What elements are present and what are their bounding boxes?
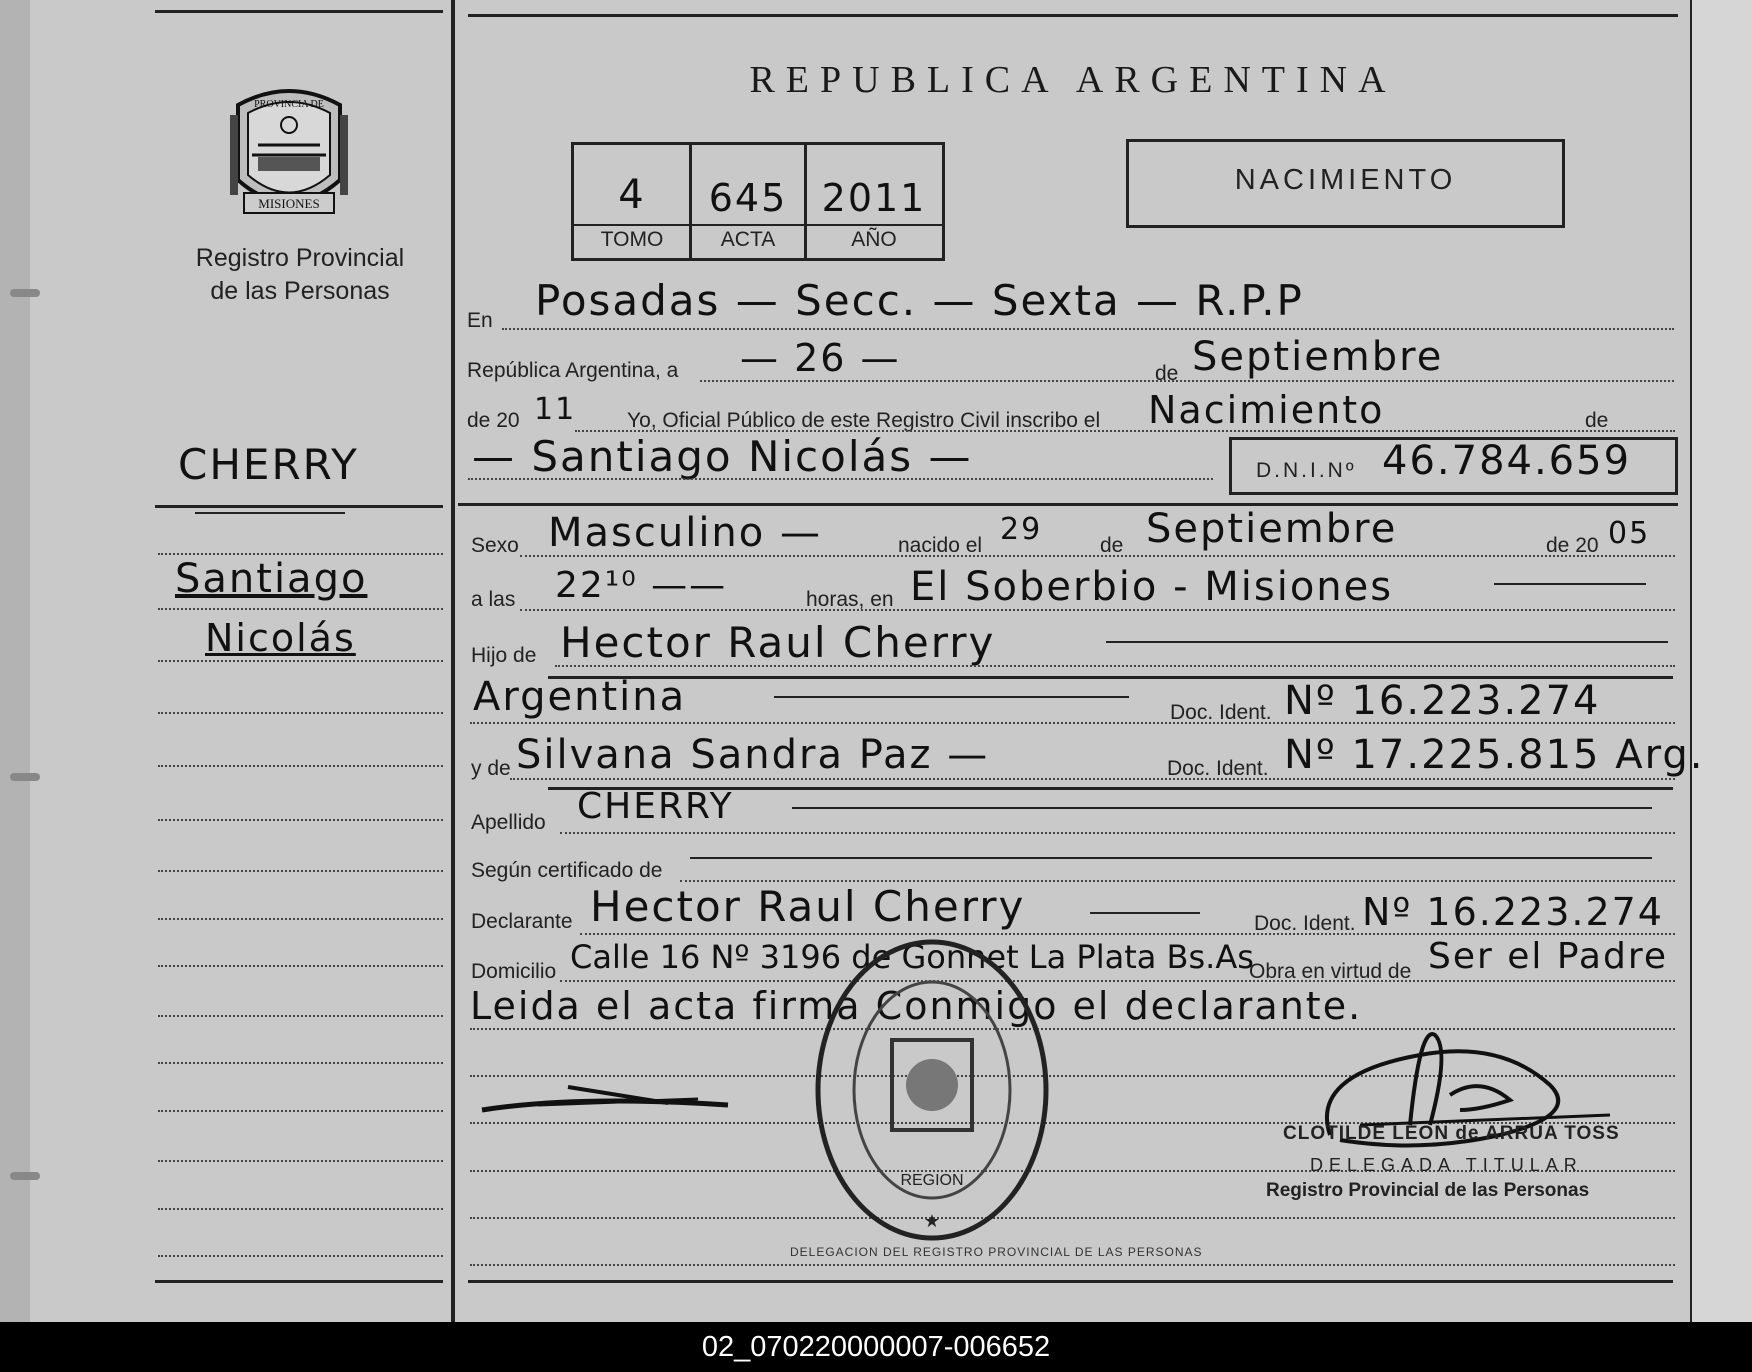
stamp-inner-text: REGION bbox=[900, 1172, 964, 1189]
form-dotted-line bbox=[560, 832, 1675, 834]
year-value: 11 bbox=[534, 392, 577, 427]
sidebar-dotted-line bbox=[158, 918, 443, 920]
declarante-label: Declarante bbox=[471, 910, 573, 933]
day-value: — 26 — bbox=[740, 336, 901, 380]
sidebar-dotted-line bbox=[158, 553, 443, 555]
sidebar-dotted-line bbox=[158, 608, 443, 610]
en-value: Posadas — Secc. — Sexta — R.P.P bbox=[535, 276, 1304, 325]
sidebar-given-name-1: Santiago bbox=[175, 556, 368, 602]
form-dotted-line bbox=[470, 1217, 1675, 1219]
de-label-3: de bbox=[1100, 534, 1124, 557]
father-doc-value: Nº 16.223.274 bbox=[1284, 678, 1601, 724]
domicilio-label: Domicilio bbox=[471, 960, 557, 983]
month-value: Septiembre bbox=[1192, 334, 1444, 380]
sidebar-given-name-2: Nicolás bbox=[205, 616, 356, 660]
form-dotted-line bbox=[468, 478, 1213, 480]
province-emblem-icon bbox=[230, 85, 348, 220]
binding-hole-mark bbox=[10, 1172, 40, 1180]
declarante-value: Hector Raul Cherry bbox=[590, 882, 1026, 931]
signatory-name: CLOTILDE LEON de ARRUA TOSS bbox=[1283, 1123, 1620, 1144]
doc-ident-label-3: Doc. Ident. bbox=[1254, 912, 1356, 935]
sidebar-dotted-line bbox=[158, 1110, 443, 1112]
emblem-bottom-text: MISIONES bbox=[258, 196, 320, 211]
sexo-value: Masculino — bbox=[548, 510, 822, 556]
sidebar-dotted-line bbox=[158, 1160, 443, 1162]
de-label-2: de bbox=[1585, 409, 1609, 432]
anio-value: 2011 bbox=[821, 176, 927, 220]
person-name-value: — Santiago Nicolás — bbox=[472, 432, 973, 481]
record-type: NACIMIENTO bbox=[1234, 164, 1457, 196]
birth-day-value: 29 bbox=[1000, 512, 1043, 547]
sidebar-dotted-line bbox=[158, 1208, 443, 1210]
mother-name-value: Silvana Sandra Paz — bbox=[516, 732, 990, 778]
sidebar-underline bbox=[195, 512, 345, 514]
tomo-label: TOMO bbox=[600, 228, 664, 251]
binding-hole-mark bbox=[10, 289, 40, 297]
sexo-label: Sexo bbox=[471, 534, 519, 557]
anio-label: AÑO bbox=[851, 228, 897, 251]
birth-month-value: Septiembre bbox=[1146, 506, 1398, 552]
svg-text:★: ★ bbox=[923, 1211, 941, 1232]
sidebar-dotted-line bbox=[158, 1062, 443, 1064]
sidebar-dotted-line bbox=[158, 1015, 443, 1017]
official-seal-stamp-icon bbox=[810, 935, 1055, 1245]
hour-value: 22¹⁰ —— bbox=[555, 565, 728, 606]
document-title: REPUBLICA ARGENTINA bbox=[749, 59, 1397, 101]
page-binding-edge bbox=[0, 0, 30, 1322]
form-dotted-line bbox=[520, 609, 1675, 611]
footer-document-code: 02_070220000007-006652 bbox=[0, 1322, 1752, 1372]
dni-value: 46.784.659 bbox=[1382, 438, 1632, 484]
form-dotted-line bbox=[700, 380, 1674, 382]
de-label: de bbox=[1155, 362, 1179, 385]
closing-statement: Leida el acta firma Conmigo el declarante. bbox=[470, 984, 1363, 1028]
stamp-ring-text: DELEGACION DEL REGISTRO PROVINCIAL DE LAS PERSONAS bbox=[790, 1245, 1203, 1259]
apellido-label: Apellido bbox=[471, 811, 546, 834]
form-dotted-line bbox=[580, 933, 1675, 935]
apellido-value: CHERRY bbox=[577, 786, 734, 827]
tomo-value: 4 bbox=[618, 172, 646, 218]
fill-stroke bbox=[774, 696, 1129, 698]
record-box-rule bbox=[571, 224, 942, 226]
sidebar-top-rule bbox=[155, 10, 443, 13]
father-name-value: Hector Raul Cherry bbox=[560, 618, 996, 667]
form-dotted-line bbox=[520, 555, 1675, 557]
main-top-rule bbox=[468, 14, 1678, 17]
nacido-label: nacido el bbox=[898, 534, 983, 557]
acta-value: 645 bbox=[708, 176, 788, 220]
binding-hole-mark bbox=[10, 773, 40, 781]
obra-value: Ser el Padre bbox=[1428, 936, 1668, 977]
signatory-role: DELEGADA TITULAR bbox=[1310, 1155, 1583, 1175]
sidebar-dotted-line bbox=[158, 965, 443, 967]
obra-label: Obra en virtud de bbox=[1249, 960, 1412, 983]
birth-year-prefix: de 20 bbox=[1546, 534, 1599, 557]
form-dotted-line bbox=[470, 722, 1675, 724]
fill-stroke bbox=[1494, 583, 1646, 585]
acta-label: ACTA bbox=[720, 228, 776, 251]
sidebar-dotted-line bbox=[158, 819, 443, 821]
yde-label: y de bbox=[471, 757, 511, 780]
column-divider bbox=[451, 0, 455, 1322]
birth-place-value: El Soberbio - Misiones bbox=[910, 564, 1394, 610]
form-dotted-line bbox=[510, 778, 1675, 780]
form-dotted-line bbox=[470, 1264, 1675, 1266]
sidebar-dotted-line bbox=[158, 765, 443, 767]
page-right-edge bbox=[1690, 0, 1752, 1322]
certificado-label: Según certificado de bbox=[471, 859, 663, 882]
sidebar-name-rule bbox=[155, 505, 443, 508]
year-prefix-label: de 20 bbox=[467, 409, 520, 432]
alas-label: a las bbox=[471, 588, 516, 611]
sidebar-bottom-rule bbox=[155, 1280, 443, 1283]
registry-name-line1: Registro Provincial bbox=[195, 244, 405, 272]
hijo-label: Hijo de bbox=[471, 644, 537, 667]
act-value: Nacimiento bbox=[1148, 388, 1385, 432]
inscribo-label: Yo, Oficial Público de este Registro Civil inscribo el bbox=[627, 409, 1101, 432]
sidebar-dotted-line bbox=[158, 712, 443, 714]
mother-doc-value: Nº 17.225.815 Arg. bbox=[1284, 732, 1705, 778]
signatory-organization: Registro Provincial de las Personas bbox=[1266, 1180, 1590, 1201]
sidebar-dotted-line bbox=[158, 1255, 443, 1257]
father-nationality-value: Argentina bbox=[473, 674, 687, 720]
fill-stroke bbox=[1090, 912, 1200, 914]
horas-label: horas, en bbox=[806, 588, 894, 611]
form-dotted-line bbox=[560, 980, 1675, 982]
declarante-doc-value: Nº 16.223.274 bbox=[1362, 890, 1664, 934]
en-label: En bbox=[467, 309, 493, 332]
form-dotted-line bbox=[555, 665, 1675, 667]
doc-ident-label-1: Doc. Ident. bbox=[1170, 701, 1272, 724]
main-bottom-rule bbox=[468, 1280, 1673, 1283]
fill-stroke bbox=[792, 807, 1652, 809]
fill-stroke bbox=[690, 857, 1652, 859]
domicilio-value: Calle 16 Nº 3196 de Gonnet La Plata Bs.As bbox=[570, 938, 1254, 976]
main-section-rule bbox=[458, 503, 1678, 506]
emblem-top-text: PROVINCIA DE bbox=[254, 99, 324, 110]
republica-label: República Argentina, a bbox=[467, 359, 679, 382]
sidebar-dotted-line bbox=[158, 660, 443, 662]
sidebar-surname: CHERRY bbox=[178, 440, 359, 489]
cancel-strokes-mark bbox=[478, 1075, 748, 1125]
form-dotted-line bbox=[502, 328, 1674, 330]
dni-label: D.N.I.Nº bbox=[1256, 459, 1357, 482]
sidebar-dotted-line bbox=[158, 870, 443, 872]
fill-stroke bbox=[1106, 641, 1668, 643]
doc-ident-label-2: Doc. Ident. bbox=[1167, 757, 1269, 780]
birth-year-value: 05 bbox=[1608, 516, 1651, 551]
registry-name-line2: de las Personas bbox=[210, 277, 390, 305]
